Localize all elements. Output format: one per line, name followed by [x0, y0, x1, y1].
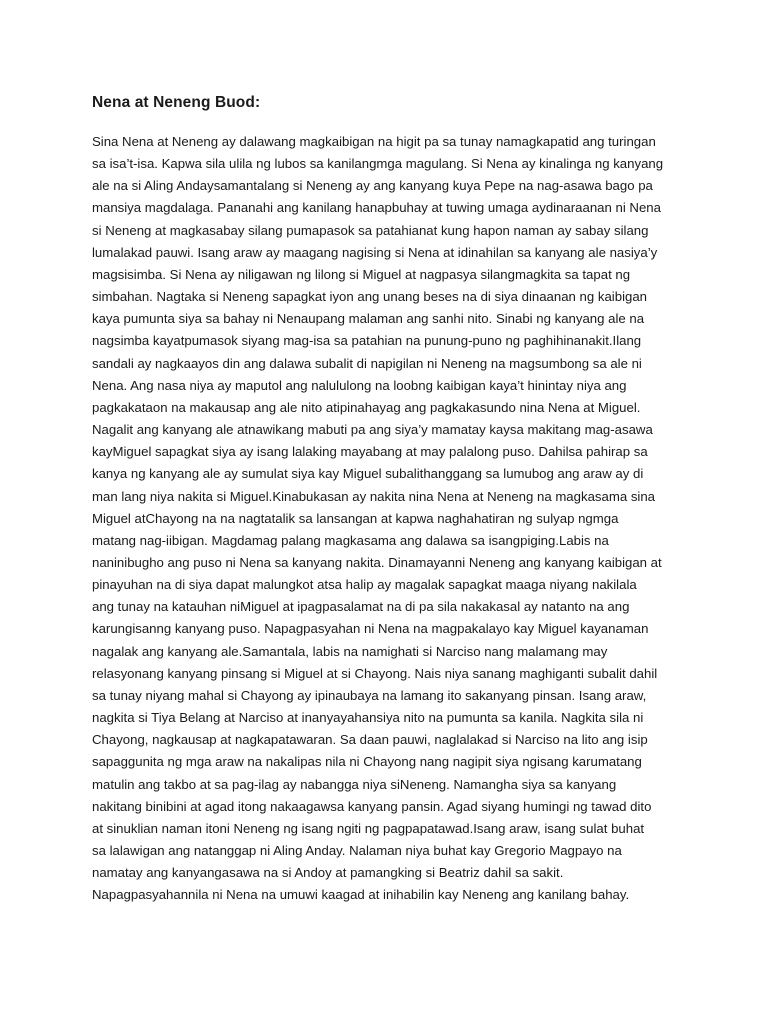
text-line: sa lalawigan ang natanggap ni Aling Anday. Nalaman niya buhat kay Gregorio Magpayo na	[92, 843, 622, 858]
text-line: karungisanng kanyang puso. Napagpasyahan ni Nena na magpakalayo kay Miguel kayanaman	[92, 621, 649, 637]
text-line: pinayuhan na di siya dapat malungkot atsa halip ay magalak sapagkat maaga niyang nakilala	[92, 577, 637, 593]
text-line: Sina Nena at Neneng ay dalawang magkaibigan na higit pa sa tunay namagkapatid ang turingan	[92, 134, 656, 149]
text-line: nagsimba kayatpumasok siyang mag-isa sa patahian na punung-puno ng paghihinanakit.Ilang	[92, 333, 642, 349]
text-line: Chayong, nagkausap at nagkapatawaran. Sa daan pauwi, naglalakad si Narciso na lito ang isip	[92, 732, 648, 748]
text-line: sa isa’t-isa. Kapwa sila ulila ng lubos sa kanilangmga magulang. Si Nena ay kinalinga ng kanyang	[92, 156, 664, 172]
text-line: kayMiguel sapagkat siya ay isang lalaking mayabang at may palalong puso. Dahilsa pahirap sa	[92, 444, 648, 460]
text-line: nagalak ang kanyang ale.Samantala, labis na namighati si Narciso nang malamang may	[92, 643, 608, 659]
text-line: si Neneng at magkasabay silang pumapasok sa patahianat kung hapon naman ay sabay silang	[92, 222, 649, 238]
text-line: naninibugho ang puso ni Nena sa kanyang nakita. Dinamayanni Neneng ang kanyang kaibigan at	[92, 554, 662, 570]
text-line: ale na si Aling Andaysamantalang si Neneng ay ang kanyang kuya Pepe na nag-asawa bago pa	[92, 178, 653, 194]
text-line: matulin ang takbo at sa pag-ilag ay nabangga niya siNeneng. Namangha siya sa kanyang	[92, 776, 617, 792]
text-line: sapaggunita ng mga araw na nakalipas nila ni Chayong nang nagipit siya ngisang karumatang	[92, 754, 642, 770]
text-line: pagkakataon na makausap ang ale nito atipinahayag ang pagkakasundo nina Nena at Miguel.	[92, 399, 641, 415]
text-line: simbahan. Nagtaka si Neneng sapagkat iyon ang unang beses na di siya dinaanan ng kaibigan	[92, 289, 648, 305]
text-line: Miguel atChayong na na nagtatalik sa lansangan at kapwa naghahatiran ng sulyap ngmga	[92, 510, 619, 526]
text-line: magsisimba. Si Nena ay niligawan ng lilong si Miguel at nagpasya silangmagkita sa tapat ng	[92, 266, 631, 282]
text-line: matang nag-iibigan. Magdamag palang magkasama ang dalawa sa isangpiging.Labis na	[92, 532, 609, 548]
text-line: mansiya magdalaga. Pananahi ang kanilang hanapbuhay at tuwing umaga aydinaraanan ni Nena	[92, 200, 661, 216]
text-line: kaya pumunta siya sa bahay ni Nenaupang malaman ang sanhi nito. Sinabi ng kanyang ale na	[92, 311, 645, 327]
text-line: nakitang binibini at agad itong nakaagawsa kanyang pansin. Agad siyang humingi ng tawad dito	[92, 798, 652, 814]
document-body	[92, 131, 676, 906]
text-line: lumalakad pauwi. Isang araw ay maagang nagising si Nena at idinahilan sa kanyang ale nasiya’y	[92, 244, 658, 260]
text-line: at sinuklian naman itoni Neneng ng isang ngiti ng pagpapatawad.Isang araw, isang sulat buhat	[92, 820, 645, 836]
text-line: Nagalit ang kanyang ale atnawikang mabuti pa ang siya’y mamatay kaysa makitang mag-asawa	[92, 422, 653, 438]
document-title: Nena at Neneng Buod:	[92, 94, 261, 111]
text-line: Nena. Ang nasa niya ay maputol ang nalululong na loobng kaibigan kaya’t hinintay niya ang	[92, 377, 627, 393]
text-line: ang tunay na katauhan niMiguel at ipagpasalamat na di pa sila nakakasal ay natanto na ang	[92, 599, 630, 615]
text-line: namatay ang kanyangasawa na si Andoy at pamangking si Beatriz dahil sa sakit.	[92, 865, 564, 881]
text-line: sa tunay niyang mahal si Chayong ay ipinaubaya na lamang ito sakanyang pinsan. Isang araw,	[92, 687, 647, 703]
text-line: sandali ay nagkaayos din ang dalawa subalit di napigilan ni Neneng na magsumbong sa ale ni	[92, 355, 642, 371]
text-line: kanya ng kanyang ale ay sumulat siya kay Miguel subalithanggang sa lumubog ang araw ay di	[92, 466, 644, 482]
text-line: nagkita si Tiya Belang at Narciso at inanyayahansiya nito na pumunta sa kanila. Nagkita sila ni	[92, 710, 644, 726]
text-line: relasyonang kanyang pinsang si Miguel at si Chayong. Nais niya sanang maghiganti subalit dahil	[92, 665, 658, 681]
text-line: man lang niya nakita si Miguel.Kinabukasan ay nakita nina Nena at Neneng na magkasama sina	[92, 488, 656, 504]
text-line: Napagpasyahannila ni Nena na umuwi kaagad at inihabilin kay Neneng ang kanilang bahay.	[92, 887, 630, 903]
